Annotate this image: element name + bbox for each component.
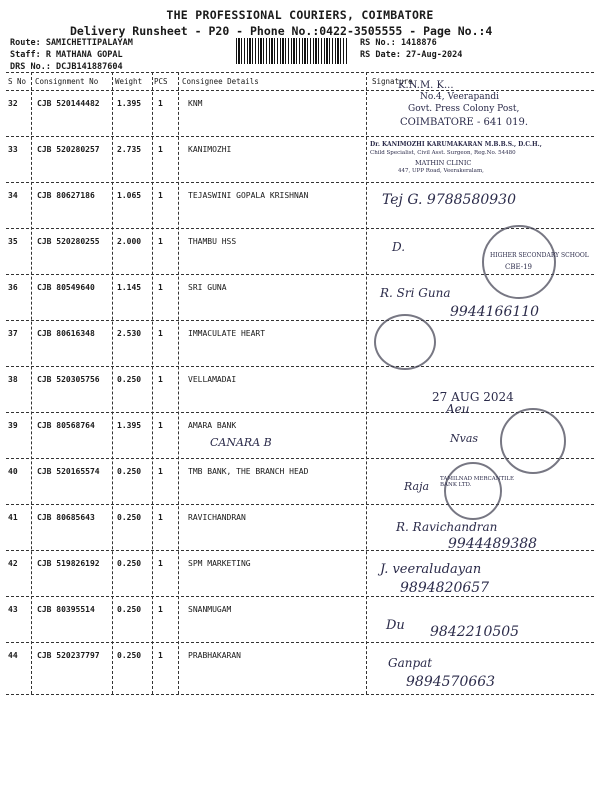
- school-stamp-code: CBE-19: [505, 263, 533, 271]
- signature-36-phone: 9944166110: [450, 304, 540, 320]
- row-weight: 2.000: [117, 237, 142, 246]
- row-consignee: KNM: [188, 99, 203, 108]
- signature-36: R. Sri Guna: [380, 286, 451, 300]
- row-sno: 41: [8, 513, 18, 522]
- row-divider: [6, 136, 594, 137]
- col-divider: [178, 72, 179, 694]
- row-consignee: SNANMUGAM: [188, 605, 232, 614]
- signature-41-phone: 9944489388: [448, 536, 538, 552]
- signature-44-phone: 9894570663: [406, 674, 496, 690]
- col-divider: [152, 72, 153, 694]
- row-weight: 0.250: [117, 559, 142, 568]
- staff-label: Staff: R MATHANA GOPAL: [10, 50, 123, 60]
- row-divider: [6, 642, 594, 643]
- row-sno: 38: [8, 375, 18, 384]
- row-consignment: CJB 80549640: [37, 283, 95, 292]
- row-pcs: 1: [158, 651, 163, 660]
- signature-43-phone: 9842210505: [430, 624, 520, 640]
- signature-42: J. veeraludayan: [380, 562, 482, 577]
- signature-43: Du: [386, 618, 405, 633]
- col-divider: [31, 72, 32, 694]
- row-pcs: 1: [158, 283, 163, 292]
- row-consignment: CJB 520305756: [37, 375, 100, 384]
- stamp-knm-line4: COIMBATORE - 641 019.: [400, 117, 529, 128]
- immaculate-heart-stamp: [374, 314, 436, 370]
- row-consignee: AMARA BANK: [188, 421, 237, 430]
- row-weight: 2.530: [117, 329, 142, 338]
- row-divider: [6, 504, 594, 505]
- row-pcs: 1: [158, 421, 163, 430]
- row-divider: [6, 412, 594, 413]
- rs-number: RS No.: 1418876: [360, 38, 437, 48]
- row-consignee: TMB BANK, THE BRANCH HEAD: [188, 467, 309, 476]
- doctor-stamp-line4: 447, UPP Road, Veerakeralam,: [398, 168, 484, 174]
- table-top-line: [6, 72, 594, 73]
- row-divider: [6, 596, 594, 597]
- row-consignment: CJB 520144482: [37, 99, 100, 108]
- row-sno: 34: [8, 191, 18, 200]
- row-sno: 40: [8, 467, 18, 476]
- col-divider: [112, 72, 113, 694]
- row-consignment: CJB 80568764: [37, 421, 95, 430]
- col-header-signature: Signature: [372, 77, 413, 86]
- stamp-knm-line2: No.4, Veerapandi: [420, 92, 500, 102]
- row-consignment: CJB 520280257: [37, 145, 100, 154]
- row-pcs: 1: [158, 605, 163, 614]
- row-sno: 32: [8, 99, 18, 108]
- row-pcs: 1: [158, 145, 163, 154]
- signature-39: Nvas: [450, 432, 479, 445]
- row-sno: 44: [8, 651, 18, 660]
- row-pcs: 1: [158, 375, 163, 384]
- date-stamp: 27 AUG 2024: [432, 390, 514, 404]
- row-weight: 1.395: [117, 421, 142, 430]
- row-consignee: IMMACULATE HEART: [188, 329, 266, 338]
- row-sno: 39: [8, 421, 18, 430]
- row-consignee: TEJASWINI GOPALA KRISHNAN: [188, 191, 309, 200]
- row-consignment: CJB 519826192: [37, 559, 100, 568]
- doctor-stamp-line3: MATHIN CLINIC: [415, 159, 472, 167]
- signature-40: Raja: [404, 480, 430, 493]
- row-consignment: CJB 80627186: [37, 191, 95, 200]
- row-divider: [6, 366, 594, 367]
- school-stamp-text: HIGHER SECONDARY SCHOOL: [490, 252, 589, 259]
- route-label: Route: SAMICHETTIPALAYAM: [10, 38, 133, 48]
- doctor-stamp-line1: Dr. KANIMOZHI KARUMAKARAN M.B.B.S., D.C.H.,: [370, 141, 542, 148]
- signature-41-name: R. Ravichandran: [396, 520, 498, 534]
- row-pcs: 1: [158, 467, 163, 476]
- row-pcs: 1: [158, 513, 163, 522]
- row-consignee: SPM MARKETING: [188, 559, 251, 568]
- row-pcs: 1: [158, 99, 163, 108]
- signature-35: D.: [392, 240, 406, 254]
- row-pcs: 1: [158, 191, 163, 200]
- row-divider: [6, 320, 594, 321]
- row-consignee: KANIMOZHI: [188, 145, 232, 154]
- header-bottom-line: [6, 90, 594, 91]
- stamp-knm-line1: K.N.M. K...: [398, 80, 454, 91]
- barcode: [236, 38, 348, 64]
- signature-34: Tej G. 9788580930: [382, 192, 516, 208]
- row-pcs: 1: [158, 329, 163, 338]
- drs-number: DRS No.: DCJB141887604: [10, 62, 123, 72]
- row-weight: 1.065: [117, 191, 142, 200]
- handwritten-bank-name: CANARA B: [210, 436, 272, 449]
- runsheet-title: THE PROFESSIONAL COURIERS, COIMBATORE: [166, 8, 434, 22]
- signature-38: Aeu: [446, 402, 470, 416]
- col-header-sno: S No: [8, 77, 27, 86]
- row-consignment: CJB 80395514: [37, 605, 95, 614]
- row-weight: 0.250: [117, 513, 142, 522]
- row-consignment: CJB 520165574: [37, 467, 100, 476]
- row-weight: 0.250: [117, 467, 142, 476]
- signature-42-phone: 9894820657: [400, 580, 490, 596]
- doctor-stamp-line2: Child Specialist, Civil Asst. Surgeon, Reg.No. 54480: [370, 150, 516, 156]
- col-header-consignment: Consignment No: [35, 77, 99, 86]
- row-consignee: SRI GUNA: [188, 283, 227, 292]
- row-sno: 37: [8, 329, 18, 338]
- row-weight: 0.250: [117, 605, 142, 614]
- signature-44: Ganpat: [388, 656, 433, 670]
- tmb-bank-stamp: [444, 462, 502, 520]
- row-pcs: 1: [158, 237, 163, 246]
- row-weight: 0.250: [117, 375, 142, 384]
- col-header-pcs: PCS: [154, 77, 168, 86]
- row-weight: 0.250: [117, 651, 142, 660]
- col-header-weight: Weight: [115, 77, 143, 86]
- canara-bank-stamp: [500, 408, 566, 474]
- row-sno: 43: [8, 605, 18, 614]
- row-consignee: VELLAMADAI: [188, 375, 237, 384]
- row-consignee: THAMBU HSS: [188, 237, 237, 246]
- row-consignee: PRABHAKARAN: [188, 651, 241, 660]
- row-sno: 33: [8, 145, 18, 154]
- row-consignment: CJB 520237797: [37, 651, 100, 660]
- col-header-consignee: Consignee Details: [182, 77, 259, 86]
- school-stamp: [482, 225, 556, 299]
- row-weight: 2.735: [117, 145, 142, 154]
- row-consignee: RAVICHANDRAN: [188, 513, 246, 522]
- rs-date: RS Date: 27-Aug-2024: [360, 50, 463, 60]
- row-divider: [6, 182, 594, 183]
- stamp-knm-line3: Govt. Press Colony Post,: [408, 104, 520, 114]
- tmb-bank-stamp-text: TAMILNAD MERCANTILE BANK LTD.: [440, 476, 515, 488]
- row-sno: 35: [8, 237, 18, 246]
- row-consignment: CJB 80616348: [37, 329, 95, 338]
- row-pcs: 1: [158, 559, 163, 568]
- runsheet-subtitle: Delivery Runsheet - P20 - Phone No.:0422-3505555 - Page No.:4: [70, 24, 493, 38]
- col-divider: [366, 72, 367, 694]
- row-sno: 42: [8, 559, 18, 568]
- row-consignment: CJB 520280255: [37, 237, 100, 246]
- row-consignment: CJB 80685643: [37, 513, 95, 522]
- row-weight: 1.145: [117, 283, 142, 292]
- row-weight: 1.395: [117, 99, 142, 108]
- table-bottom-line: [6, 694, 594, 695]
- row-sno: 36: [8, 283, 18, 292]
